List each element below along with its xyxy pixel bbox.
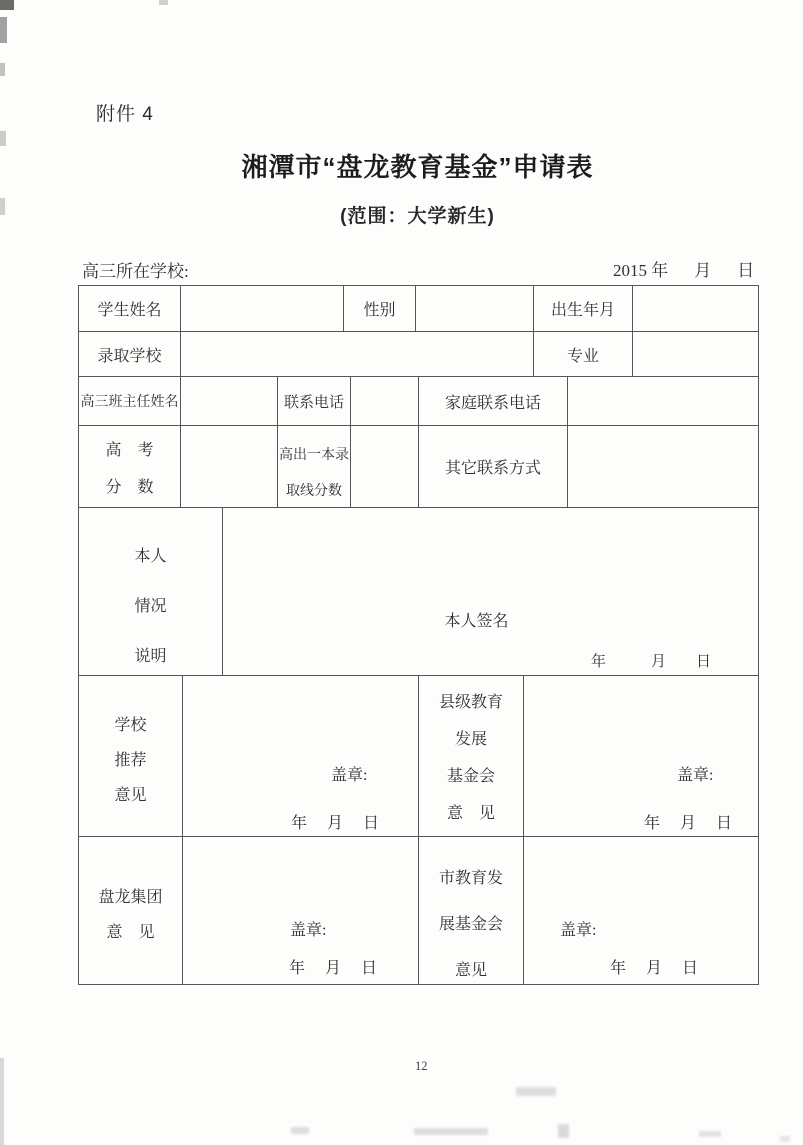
- row-panlong-group: [79, 837, 758, 984]
- scan-artifact: [0, 198, 5, 215]
- admitted-school-blank-cell: [181, 332, 534, 376]
- signature-label: 本人签名: [444, 613, 509, 630]
- school-recommendation-label-line1: 学校: [114, 716, 147, 734]
- header-date-day: 日: [737, 261, 755, 280]
- school-recommendation-label-line3: 意见: [114, 786, 147, 804]
- panlong-seal-date: 年 月 日: [289, 960, 378, 977]
- major-blank-cell: [633, 332, 758, 376]
- above-cutoff-blank-cell: [351, 426, 419, 507]
- city-seal-date: 年 月 日: [610, 960, 699, 977]
- row-personal-statement: [79, 508, 758, 676]
- county-foundation-label-line4: 意 见: [446, 805, 495, 822]
- gender-blank-cell: [416, 286, 534, 331]
- teacher-name-blank-cell: [181, 377, 278, 425]
- panlong-seal-label: 盖章:: [290, 922, 327, 939]
- city-foundation-area: [524, 837, 758, 984]
- other-contact-blank-cell: [568, 426, 758, 507]
- scan-artifact: [0, 17, 7, 43]
- above-cutoff-label: [278, 426, 351, 507]
- city-foundation-label-line2: 展基金会: [438, 916, 503, 933]
- scan-artifact: [558, 1124, 569, 1138]
- scan-artifact: [780, 1136, 790, 1142]
- family-phone-label: 家庭联系电话: [419, 377, 568, 425]
- scan-artifact: [0, 63, 5, 76]
- county-foundation-label-line2: 发展: [454, 731, 487, 748]
- row-admitted-school: [79, 332, 758, 377]
- personal-statement-label-line1: 本人: [134, 548, 167, 565]
- page-number: 12: [415, 1059, 428, 1073]
- high-school-label: 高三所在学校:: [82, 262, 189, 281]
- attachment-label: 附件 4: [96, 104, 154, 125]
- birth-date-blank-cell: [633, 286, 758, 331]
- gender-label: 性别: [344, 286, 416, 331]
- county-foundation-label: [419, 676, 524, 836]
- header-date-year: 2015 年: [613, 261, 669, 280]
- student-name-label: 学生姓名: [79, 286, 181, 331]
- header-date: [613, 256, 754, 281]
- application-form-table: [78, 285, 759, 985]
- row-teacher: [79, 377, 758, 426]
- gaokao-score-blank-cell: [181, 426, 278, 507]
- above-cutoff-label-line2: 取线分数: [286, 483, 342, 499]
- contact-phone-blank-cell: [351, 377, 419, 425]
- county-seal-date: 年 月 日: [644, 815, 733, 832]
- row-school-recommendation: [79, 676, 758, 837]
- city-seal-label: 盖章:: [560, 922, 597, 939]
- scan-artifact: [159, 0, 168, 5]
- panlong-group-area: [183, 837, 419, 984]
- personal-statement-area: [223, 508, 758, 675]
- birth-date-label: 出生年月: [534, 286, 633, 331]
- scan-artifact: [699, 1131, 721, 1137]
- city-foundation-label-line3: 意见: [454, 962, 487, 979]
- scan-artifact: [0, 1058, 4, 1145]
- scan-artifact: [291, 1127, 309, 1134]
- admitted-school-label: 录取学校: [79, 332, 181, 376]
- gaokao-score-label: [79, 426, 181, 507]
- above-cutoff-label-line1: 高出一本录: [279, 447, 349, 463]
- header-date-month: 月: [694, 261, 712, 280]
- row-student-name: [79, 286, 758, 332]
- row-gaokao-score: [79, 426, 758, 508]
- county-foundation-area: [524, 676, 758, 836]
- scan-artifact: [0, 131, 6, 146]
- gaokao-score-label-line1: 高 考: [105, 441, 154, 459]
- document-title: 湘潭市“盘龙教育基金”申请表: [241, 152, 594, 182]
- personal-statement-label-line3: 说明: [134, 648, 167, 665]
- city-foundation-label-line1: 市教育发: [438, 870, 503, 887]
- school-recommendation-label: [79, 676, 183, 836]
- personal-statement-label-line2: 情况: [134, 598, 167, 615]
- city-foundation-label: [419, 837, 524, 984]
- scan-artifact: [516, 1087, 556, 1096]
- panlong-group-label-line1: 盘龙集团: [98, 888, 163, 906]
- personal-statement-date: 年 月 日: [591, 654, 712, 670]
- school-recommendation-area: [183, 676, 419, 836]
- family-phone-blank-cell: [568, 377, 758, 425]
- panlong-group-label: [79, 837, 183, 984]
- student-name-blank-cell: [181, 286, 344, 331]
- county-foundation-label-line1: 县级教育: [438, 694, 503, 711]
- scan-artifact: [414, 1128, 488, 1135]
- school-seal-label: 盖章:: [331, 767, 368, 784]
- personal-statement-label: [79, 508, 223, 675]
- panlong-group-label-line2: 意 见: [106, 923, 155, 941]
- county-seal-label: 盖章:: [677, 767, 714, 784]
- document-subtitle: (范围：大学新生): [340, 206, 495, 227]
- other-contact-label: 其它联系方式: [419, 426, 568, 507]
- school-recommendation-label-line2: 推荐: [114, 751, 147, 769]
- teacher-name-label: 高三班主任姓名: [79, 377, 181, 425]
- major-label: 专业: [534, 332, 633, 376]
- scan-artifact: [0, 0, 14, 10]
- gaokao-score-label-line2: 分 数: [105, 478, 154, 496]
- school-seal-date: 年 月 日: [291, 815, 380, 832]
- contact-phone-label: 联系电话: [278, 377, 351, 425]
- county-foundation-label-line3: 基金会: [446, 768, 495, 785]
